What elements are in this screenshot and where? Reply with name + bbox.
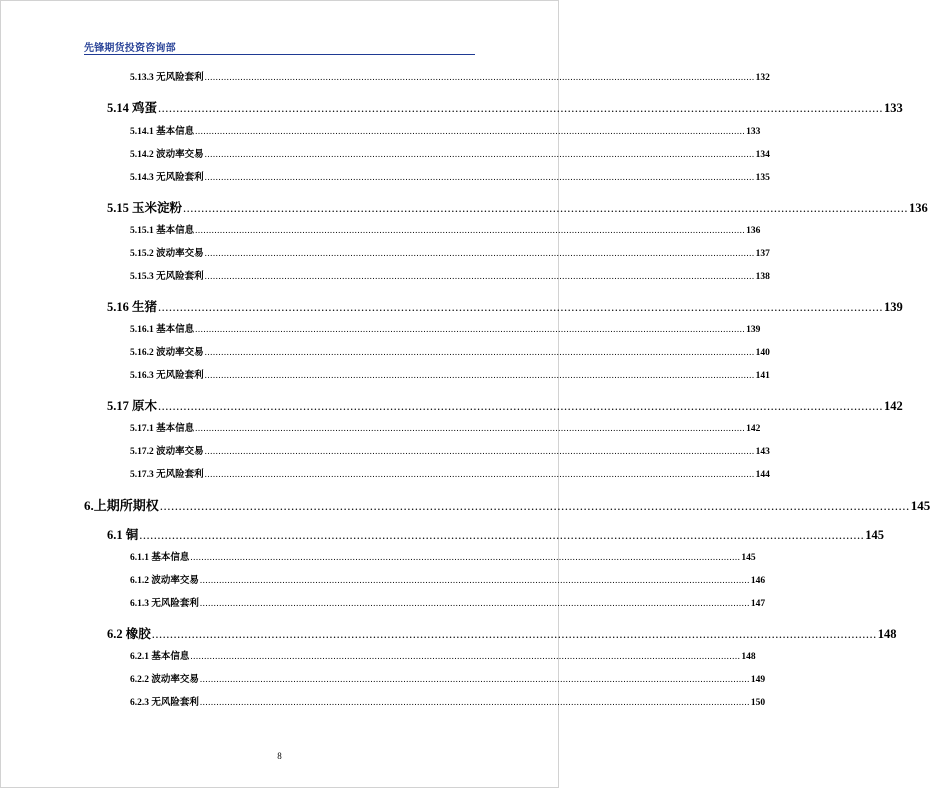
toc-entry-page: 147 (750, 599, 766, 609)
toc-entry[interactable] (130, 123, 761, 137)
toc-entry-page: 144 (755, 470, 770, 480)
toc-entry-page: 135 (755, 173, 770, 183)
toc-leader-dots: ........................................................................................................................................................................................................ (158, 101, 884, 115)
toc-entry-page: 142 (884, 399, 903, 413)
toc-entry-title: 6.1 铜 (107, 528, 139, 542)
toc-entry[interactable] (130, 420, 761, 434)
toc-entry[interactable] (130, 595, 766, 609)
toc-entry-page: 148 (741, 652, 756, 662)
toc-entry-page: 140 (755, 348, 770, 358)
toc-entry-page: 143 (755, 447, 770, 457)
toc-leader-dots: ........................................................................................................................................................................................................ (204, 248, 755, 258)
toc-entry[interactable] (130, 268, 770, 282)
toc-entry-page: 139 (746, 325, 761, 335)
toc-entry-page: 136 (909, 201, 928, 215)
toc-entry-title: 5.15.1 基本信息 (130, 226, 195, 236)
toc-leader-dots: ........................................................................................................................................................................................................ (204, 469, 755, 479)
toc-entry[interactable] (130, 549, 756, 563)
toc-leader-dots: ........................................................................................................................................................................................................ (195, 423, 746, 433)
toc-leader-dots: ........................................................................................................................................................................................................ (139, 528, 865, 542)
toc-entry-title: 5.15.3 无风险套利 (130, 272, 204, 282)
toc-entry-title: 6.1.2 波动率交易 (130, 576, 199, 586)
toc-entry-title: 6.2 橡胶 (107, 627, 151, 641)
toc-entry-page: 149 (750, 675, 766, 685)
toc-leader-dots: ........................................................................................................................................................................................................ (183, 201, 909, 215)
toc-entry[interactable] (107, 198, 928, 216)
toc-leader-dots: ........................................................................................................................................................................................................ (204, 446, 755, 456)
toc-entry-page: 148 (877, 627, 897, 641)
toc-entry-title: 5.15 玉米淀粉 (107, 201, 183, 215)
toc-entry[interactable] (130, 694, 766, 708)
toc-entry-title: 5.16.2 波动率交易 (130, 348, 204, 358)
toc-entry[interactable] (107, 525, 885, 543)
toc-leader-dots: ........................................................................................................................................................................................................ (190, 651, 741, 661)
toc-entry-title: 6.上期所期权 (84, 498, 159, 513)
toc-entry-page: 134 (755, 150, 770, 160)
toc-entry-page: 137 (755, 249, 770, 259)
toc-entry-title: 5.17 原木 (107, 399, 158, 413)
toc-entry-title: 5.17.3 无风险套利 (130, 470, 204, 480)
toc-entry-page: 132 (755, 73, 770, 83)
toc-entry-title: 5.14.1 基本信息 (130, 127, 195, 137)
toc-entry[interactable] (84, 495, 930, 514)
toc-entry-title: 5.17.1 基本信息 (130, 424, 195, 434)
toc-entry[interactable] (130, 222, 761, 236)
toc-leader-dots: ........................................................................................................................................................................................................ (151, 627, 877, 641)
toc-entry-page: 145 (741, 553, 756, 563)
toc-leader-dots: ........................................................................................................................................................................................................ (158, 399, 884, 413)
toc-entry[interactable] (107, 297, 903, 315)
toc-entry-title: 6.1.3 无风险套利 (130, 599, 199, 609)
toc-entry[interactable] (130, 671, 766, 685)
page-number: 8 (277, 751, 282, 761)
toc-entry[interactable] (130, 146, 770, 160)
toc-entry-title: 5.15.2 波动率交易 (130, 249, 204, 259)
toc-entry-title: 5.14.2 波动率交易 (130, 150, 204, 160)
toc-entry-title: 6.2.2 波动率交易 (130, 675, 199, 685)
toc-entry-page: 141 (755, 371, 770, 381)
toc-leader-dots: ........................................................................................................................................................................................................ (190, 552, 741, 562)
toc-leader-dots: ........................................................................................................................................................................................................ (204, 271, 755, 281)
toc-entry-page: 139 (884, 300, 903, 314)
toc-entry[interactable] (130, 245, 770, 259)
toc-entry[interactable] (130, 443, 770, 457)
toc-entry-page: 133 (884, 101, 903, 115)
toc-entry[interactable] (107, 624, 897, 642)
toc-leader-dots: ........................................................................................................................................................................................................ (159, 498, 910, 513)
toc-entry[interactable] (130, 69, 770, 83)
toc-entry[interactable] (130, 572, 766, 586)
toc-leader-dots: ........................................................................................................................................................................................................ (199, 575, 750, 585)
toc-leader-dots: ........................................................................................................................................................................................................ (204, 370, 755, 380)
toc-leader-dots: ........................................................................................................................................................................................................ (199, 674, 750, 684)
toc-entry-page: 146 (750, 576, 766, 586)
toc-leader-dots: ........................................................................................................................................................................................................ (199, 598, 750, 608)
toc-entry-title: 6.2.3 无风险套利 (130, 698, 199, 708)
toc-entry[interactable] (130, 466, 770, 480)
header-title: 先锋期货投资咨询部 (84, 43, 176, 54)
toc-entry-title: 6.2.1 基本信息 (130, 652, 190, 662)
toc-leader-dots: ........................................................................................................................................................................................................ (204, 347, 755, 357)
toc-entry-page: 136 (746, 226, 761, 236)
toc-entry-title: 5.16.3 无风险套利 (130, 371, 204, 381)
toc-leader-dots: ........................................................................................................................................................................................................ (199, 697, 750, 707)
header-rule (84, 54, 475, 55)
toc-leader-dots: ........................................................................................................................................................................................................ (195, 225, 746, 235)
toc-entry-page: 150 (750, 698, 766, 708)
toc-entry-page: 145 (865, 528, 885, 542)
toc-leader-dots: ........................................................................................................................................................................................................ (158, 300, 884, 314)
toc-leader-dots: ........................................................................................................................................................................................................ (204, 172, 755, 182)
toc-leader-dots: ........................................................................................................................................................................................................ (204, 72, 755, 82)
toc-entry-title: 5.14.3 无风险套利 (130, 173, 204, 183)
toc-entry[interactable] (130, 344, 770, 358)
toc-entry-title: 5.16 生猪 (107, 300, 158, 314)
toc-leader-dots: ........................................................................................................................................................................................................ (195, 324, 746, 334)
toc-entry-title: 5.17.2 波动率交易 (130, 447, 204, 457)
toc-entry[interactable] (107, 98, 903, 116)
toc-entry-page: 145 (910, 498, 930, 513)
toc-entry-title: 5.14 鸡蛋 (107, 101, 158, 115)
toc-entry[interactable] (130, 367, 770, 381)
toc-entry-page: 133 (746, 127, 761, 137)
toc-entry[interactable] (130, 169, 770, 183)
toc-entry-page: 138 (755, 272, 770, 282)
toc-entry-title: 5.16.1 基本信息 (130, 325, 195, 335)
toc-entry[interactable] (107, 396, 903, 414)
toc-leader-dots: ........................................................................................................................................................................................................ (204, 149, 755, 159)
toc-entry-title: 6.1.1 基本信息 (130, 553, 190, 563)
toc-leader-dots: ........................................................................................................................................................................................................ (195, 126, 746, 136)
toc-entry[interactable] (130, 648, 756, 662)
toc-entry-page: 142 (746, 424, 761, 434)
toc-entry[interactable] (130, 321, 761, 335)
toc-entry-title: 5.13.3 无风险套利 (130, 73, 204, 83)
